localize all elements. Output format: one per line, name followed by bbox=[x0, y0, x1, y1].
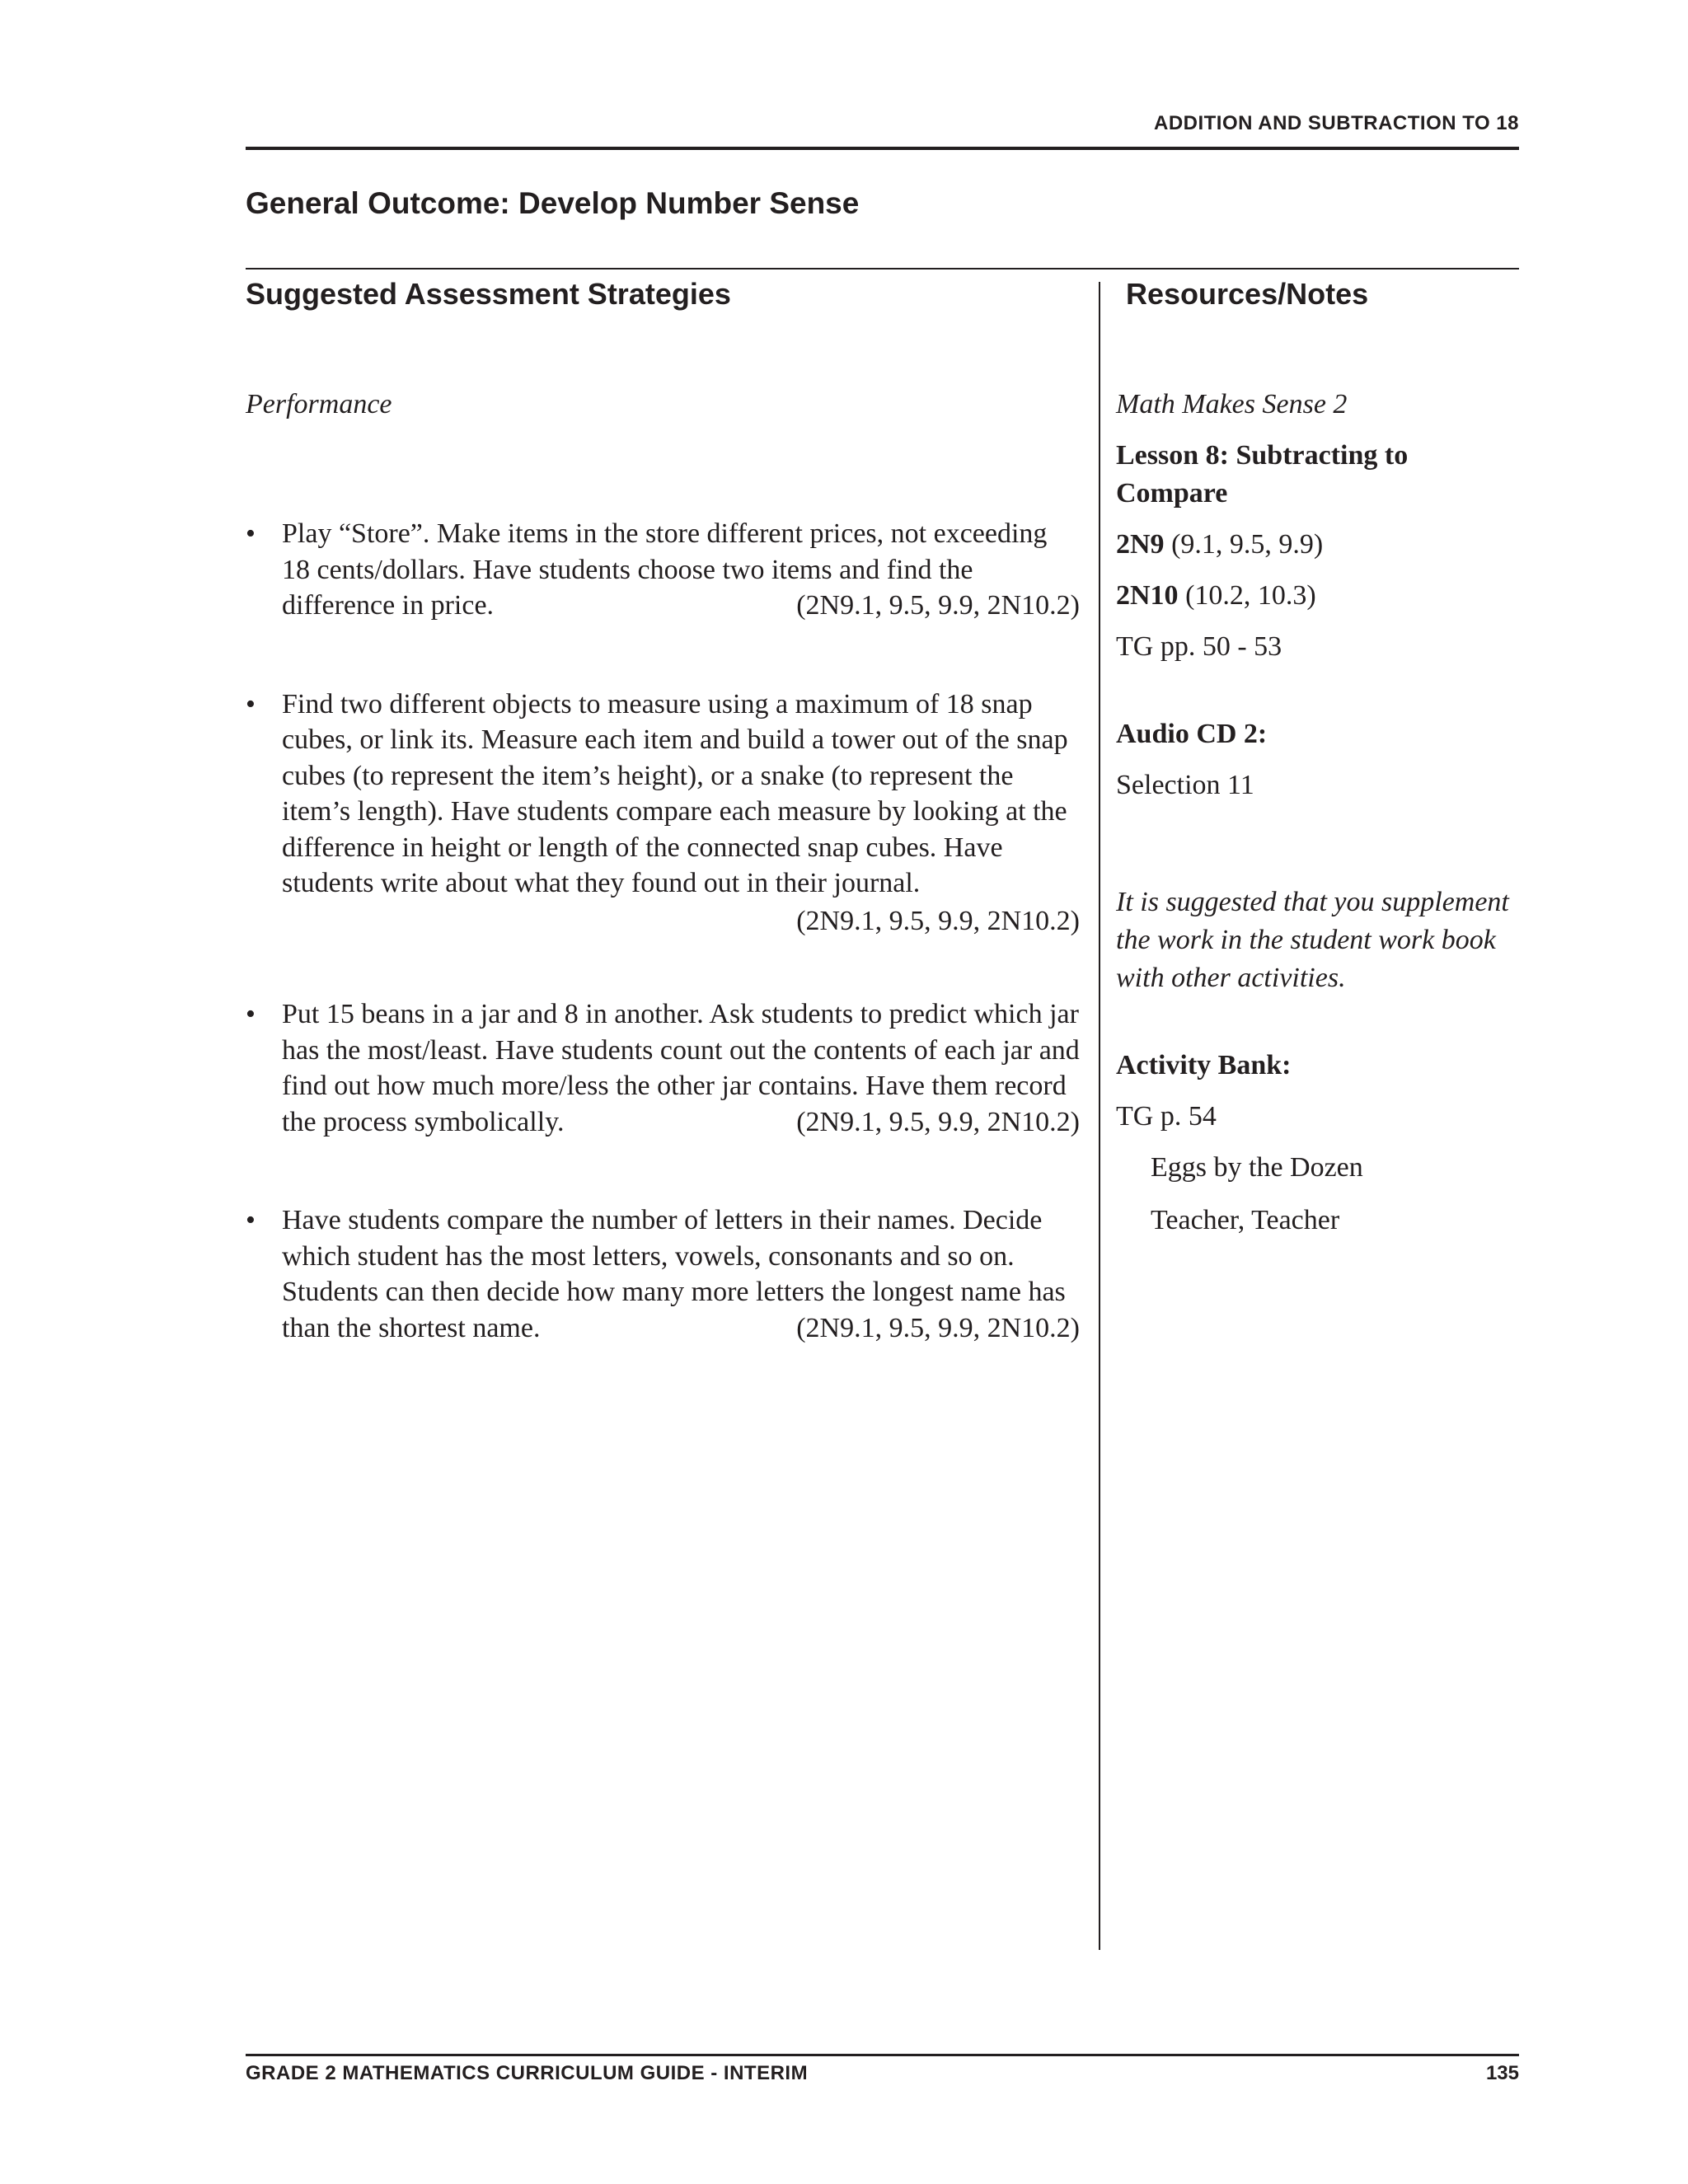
resources-notes-heading: Resources/Notes bbox=[1126, 277, 1369, 311]
assessment-bullet-list bbox=[246, 516, 1080, 1346]
section-rule bbox=[246, 268, 1519, 269]
activity-item: Teacher, Teacher bbox=[1151, 1205, 1340, 1235]
bullet-text: Have students compare the number of letters in their names. Decide which student has the most letters, vowels, consonants and so on. Students can then decide how many more letters the longest name has than the shortest name. bbox=[282, 1205, 1066, 1343]
outcome-indicators: (9.1, 9.5, 9.9) bbox=[1164, 529, 1324, 560]
outcome-code: 2N9 bbox=[1116, 529, 1165, 560]
assessment-bullet bbox=[246, 996, 1080, 1140]
performance-label: Performance bbox=[246, 389, 392, 419]
outcome-2n9 bbox=[1116, 526, 1520, 564]
resources-column bbox=[1116, 386, 1520, 1240]
assessment-bullet bbox=[246, 1202, 1080, 1346]
footer-guide-title: GRADE 2 MATHEMATICS CURRICULUM GUIDE - INTERIM bbox=[246, 2062, 809, 2084]
assessment-column bbox=[246, 386, 1080, 1346]
assessment-bullet bbox=[246, 687, 1080, 940]
bullet-text: Play “Store”. Make items in the store different prices, not exceeding 18 cents/dollars. Have students choose two items and find the difference in price. bbox=[282, 518, 1048, 621]
running-head: ADDITION AND SUBTRACTION TO 18 bbox=[1153, 112, 1519, 134]
outcome-2n10 bbox=[1116, 577, 1520, 615]
assessment-bullet bbox=[246, 516, 1080, 624]
outcome-reference: (2N9.1, 9.5, 9.9, 2N10.2) bbox=[796, 1312, 1080, 1343]
activity-item: Eggs by the Dozen bbox=[1151, 1152, 1363, 1183]
header-rule bbox=[246, 147, 1519, 150]
audio-cd-label: Audio CD 2: bbox=[1116, 719, 1268, 749]
outcome-code: 2N10 bbox=[1116, 580, 1179, 611]
general-outcome-title: General Outcome: Develop Number Sense bbox=[246, 186, 860, 220]
supplement-note: It is suggested that you supplement the work in the student work book with other activities. bbox=[1116, 887, 1509, 993]
lesson-title: Lesson 8: Subtracting to Compare bbox=[1116, 440, 1409, 509]
column-divider bbox=[1099, 282, 1100, 1950]
activity-bank-page: TG p. 54 bbox=[1116, 1101, 1217, 1132]
bullet-text: Put 15 beans in a jar and 8 in another. Ask students to predict which jar has the most/least. Have students count out the contents of each jar and find out how much more/less the other jar contains. Have them record the process symbolically. bbox=[282, 999, 1080, 1137]
footer-rule bbox=[246, 2054, 1519, 2056]
audio-selection: Selection 11 bbox=[1116, 770, 1254, 800]
resource-title: Math Makes Sense 2 bbox=[1116, 389, 1348, 419]
outcome-reference: (2N9.1, 9.5, 9.9, 2N10.2) bbox=[796, 1106, 1080, 1137]
outcome-indicators: (10.2, 10.3) bbox=[1178, 580, 1316, 611]
tg-pages: TG pp. 50 - 53 bbox=[1116, 631, 1282, 662]
bullet-text: Find two different objects to measure using a maximum of 18 snap cubes, or link its. Measure each item and build a tower out of the snap cubes (to represent the item’s height), or a snake (to represent the item’s length). Have students compare each measure by looking at the difference in height or length of the connected snap cubes. Have students write about what they found out in their journal. bbox=[282, 688, 1068, 898]
outcome-reference: (2N9.1, 9.5, 9.9, 2N10.2) bbox=[796, 905, 1080, 936]
page-number: 135 bbox=[1485, 2062, 1519, 2084]
activity-bank-label: Activity Bank: bbox=[1116, 1050, 1292, 1080]
outcome-reference: (2N9.1, 9.5, 9.9, 2N10.2) bbox=[796, 590, 1080, 621]
assessment-strategies-heading: Suggested Assessment Strategies bbox=[246, 277, 731, 311]
